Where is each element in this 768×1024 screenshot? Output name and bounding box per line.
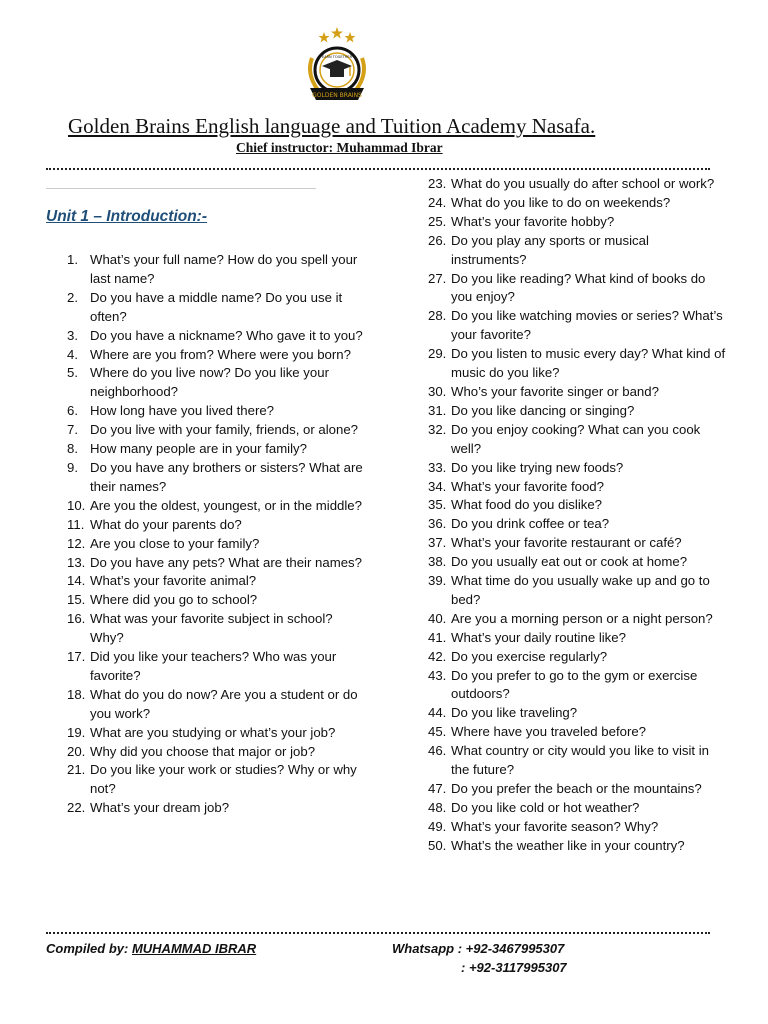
- question-item: [67, 535, 367, 554]
- question-item: [428, 572, 728, 610]
- question-number: 17.: [67, 649, 86, 665]
- question-text: What do you usually do after school or work?: [451, 176, 715, 191]
- question-number: 50.: [428, 837, 447, 853]
- question-text: Do you like dancing or singing?: [451, 402, 635, 418]
- thin-divider: [46, 188, 316, 189]
- question-item: [67, 799, 367, 818]
- question-item: [428, 704, 728, 723]
- question-number: 7.: [67, 422, 78, 438]
- question-number: 30.: [428, 383, 447, 399]
- whatsapp-secondary: : +92-3117995307: [461, 960, 567, 975]
- question-item: [428, 478, 728, 497]
- question-item: [67, 572, 367, 591]
- question-item: [67, 761, 367, 799]
- question-text: What do your parents do?: [90, 516, 242, 532]
- question-number: 46.: [428, 743, 447, 759]
- questions-right-column: [428, 175, 728, 856]
- question-text: What time do you usually wake up and go to bed?: [451, 573, 710, 607]
- question-item: [67, 743, 367, 762]
- question-text: Do you listen to music every day? What kind of music do you like?: [451, 346, 726, 381]
- question-item: [67, 591, 367, 610]
- question-text: Do you exercise regularly?: [451, 648, 608, 664]
- question-text: What’s your full name? How do you spell your last name?: [90, 252, 358, 286]
- question-number: 43.: [428, 667, 447, 683]
- question-text: Do you like traveling?: [451, 705, 578, 721]
- question-item: [67, 346, 367, 365]
- question-item: [67, 497, 367, 516]
- question-item: [67, 364, 367, 402]
- question-item: [428, 515, 728, 534]
- question-text: What’s your favorite animal?: [90, 573, 257, 589]
- question-item: [428, 667, 728, 705]
- question-item: [428, 648, 728, 667]
- question-text: Do you usually eat out or cook at home?: [451, 554, 688, 570]
- question-text: What was your favorite subject in school? Why?: [90, 611, 333, 646]
- question-number: 26.: [428, 232, 447, 248]
- question-text: How many people are in your family?: [90, 441, 307, 457]
- question-number: 23.: [428, 176, 447, 191]
- question-text: What do you do now? Are you a student or do you work?: [90, 686, 358, 721]
- question-text: Do you drink coffee or tea?: [451, 516, 610, 532]
- compiled-name: MUHAMMAD IBRAR: [131, 941, 257, 956]
- question-text: Are you close to your family?: [90, 535, 260, 551]
- question-text: Do you like watching movies or series? What’s your favorite?: [451, 308, 723, 343]
- question-item: [428, 383, 728, 402]
- question-text: Do you like your work or studies? Why or why not?: [90, 762, 357, 797]
- question-number: 39.: [428, 573, 447, 589]
- question-text: What’s your favorite hobby?: [451, 213, 615, 229]
- question-text: Do you have a middle name? Do you use it often?: [90, 289, 343, 324]
- question-text: Where are you from? Where were you born?: [90, 346, 351, 362]
- question-text: Do you have a nickname? Who gave it to you?: [90, 327, 363, 343]
- question-text: Why did you choose that major or job?: [90, 743, 316, 759]
- question-number: 42.: [428, 648, 447, 664]
- question-number: 19.: [67, 724, 86, 740]
- question-number: 8.: [67, 441, 78, 457]
- question-text: Where do you live now? Do you like your neighborhood?: [90, 365, 329, 400]
- question-number: 27.: [428, 270, 447, 286]
- footer-divider: [46, 932, 710, 934]
- question-text: What’s your daily routine like?: [451, 629, 626, 645]
- question-text: Do you have any brothers or sisters? What are their names?: [90, 459, 363, 494]
- question-number: 2.: [67, 289, 78, 305]
- question-item: [67, 402, 367, 421]
- question-number: 5.: [67, 365, 78, 381]
- question-item: [67, 686, 367, 724]
- question-text: What food do you dislike?: [451, 497, 603, 513]
- question-number: 33.: [428, 459, 447, 475]
- question-text: How long have you lived there?: [90, 403, 275, 419]
- question-item: [67, 554, 367, 573]
- question-item: [67, 648, 367, 686]
- question-text: Do you like trying new foods?: [451, 459, 624, 475]
- question-item: [67, 724, 367, 743]
- question-number: 49.: [428, 818, 447, 834]
- question-number: 15.: [67, 592, 86, 608]
- question-item: [428, 742, 728, 780]
- question-number: 11.: [67, 516, 85, 532]
- question-text: Are you the oldest, youngest, or in the middle?: [90, 497, 362, 513]
- academy-logo: [298, 22, 376, 108]
- questions-left-column: [67, 251, 367, 818]
- svg-text:EARN TOGETHER: EARN TOGETHER: [322, 55, 352, 59]
- question-text: Do you like cold or hot weather?: [451, 799, 640, 815]
- question-text: Do you prefer to go to the gym or exercise outdoors?: [451, 667, 698, 702]
- page-subtitle: Chief instructor: Muhammad Ibrar: [236, 140, 443, 155]
- question-item: [428, 534, 728, 553]
- question-item: [67, 289, 367, 327]
- question-text: What’s your favorite restaurant or café?: [451, 535, 682, 551]
- question-number: 34.: [428, 478, 447, 494]
- question-number: 24.: [428, 194, 447, 210]
- question-number: 22.: [67, 800, 86, 816]
- question-item: [67, 251, 367, 289]
- question-number: 6.: [67, 403, 78, 419]
- question-number: 4.: [67, 346, 78, 362]
- question-item: [428, 818, 728, 837]
- question-number: 47.: [428, 781, 447, 796]
- question-number: 28.: [428, 308, 447, 324]
- question-item: [428, 213, 728, 232]
- question-number: 25.: [428, 213, 447, 229]
- question-text: Where have you traveled before?: [451, 724, 646, 740]
- whatsapp-primary: Whatsapp : +92-3467995307: [392, 941, 565, 956]
- question-item: [428, 837, 728, 856]
- question-item: [428, 270, 728, 308]
- header-divider: [46, 168, 710, 170]
- question-number: 48.: [428, 799, 447, 815]
- question-number: 20.: [67, 743, 86, 759]
- question-number: 1.: [67, 252, 78, 267]
- question-number: 38.: [428, 554, 447, 570]
- question-item: [67, 459, 367, 497]
- question-text: Do you like reading? What kind of books do you enjoy?: [451, 270, 706, 305]
- question-number: 35.: [428, 497, 447, 513]
- question-item: [428, 402, 728, 421]
- question-text: What’s your favorite season? Why?: [451, 818, 659, 834]
- question-item: [428, 421, 728, 459]
- question-text: Who’s your favorite singer or band?: [451, 383, 659, 399]
- question-number: 29.: [428, 346, 447, 362]
- page-title: Golden Brains English language and Tuition Academy Nasafa.: [68, 114, 596, 138]
- question-number: 18.: [67, 686, 86, 702]
- question-item: [428, 194, 728, 213]
- question-text: What’s your dream job?: [90, 800, 230, 816]
- question-text: Do you live with your family, friends, or alone?: [90, 422, 359, 438]
- svg-text:GOLDEN BRAINS: GOLDEN BRAINS: [312, 92, 362, 99]
- question-number: 13.: [67, 554, 86, 570]
- question-item: [428, 232, 728, 270]
- question-number: 44.: [428, 705, 447, 721]
- question-number: 36.: [428, 516, 447, 532]
- question-text: Do you prefer the beach or the mountains?: [451, 781, 702, 796]
- question-item: [67, 440, 367, 459]
- question-item: [67, 516, 367, 535]
- question-number: 21.: [67, 762, 86, 778]
- question-number: 45.: [428, 724, 447, 740]
- question-item: [428, 307, 728, 345]
- question-number: 12.: [67, 535, 86, 551]
- question-item: [428, 629, 728, 648]
- question-text: Do you have any pets? What are their names?: [90, 554, 362, 570]
- question-item: [428, 345, 728, 383]
- question-number: 37.: [428, 535, 447, 551]
- question-text: Do you enjoy cooking? What can you cook well?: [451, 421, 701, 456]
- question-text: What’s your favorite food?: [451, 478, 604, 494]
- question-number: 9.: [67, 459, 78, 475]
- question-item: [428, 610, 728, 629]
- question-number: 40.: [428, 610, 447, 626]
- question-item: [428, 723, 728, 742]
- question-item: [67, 327, 367, 346]
- compiled-label: Compiled by:: [46, 941, 132, 956]
- question-item: [428, 780, 728, 799]
- compiled-by: [46, 941, 256, 956]
- question-text: What are you studying or what’s your job?: [90, 724, 336, 740]
- question-text: Are you a morning person or a night person?: [451, 610, 713, 626]
- question-number: 10.: [67, 497, 86, 513]
- question-item: [67, 421, 367, 440]
- question-number: 41.: [428, 629, 447, 645]
- question-item: [428, 799, 728, 818]
- question-item: [428, 496, 728, 515]
- question-text: Did you like your teachers? Who was your favorite?: [90, 649, 337, 683]
- question-text: Do you play any sports or musical instruments?: [451, 232, 649, 267]
- question-number: 31.: [428, 402, 447, 418]
- question-item: [428, 175, 728, 194]
- question-item: [67, 610, 367, 648]
- question-item: [428, 553, 728, 572]
- question-text: What do you like to do on weekends?: [451, 194, 671, 210]
- question-text: What’s the weather like in your country?: [451, 837, 685, 853]
- question-number: 14.: [67, 573, 86, 589]
- question-number: 32.: [428, 421, 447, 437]
- question-number: 16.: [67, 611, 86, 627]
- unit-title: Unit 1 – Introduction:-: [46, 208, 208, 225]
- question-text: What country or city would you like to visit in the future?: [451, 743, 709, 778]
- question-text: Where did you go to school?: [90, 592, 258, 608]
- question-item: [428, 459, 728, 478]
- question-number: 3.: [67, 327, 78, 343]
